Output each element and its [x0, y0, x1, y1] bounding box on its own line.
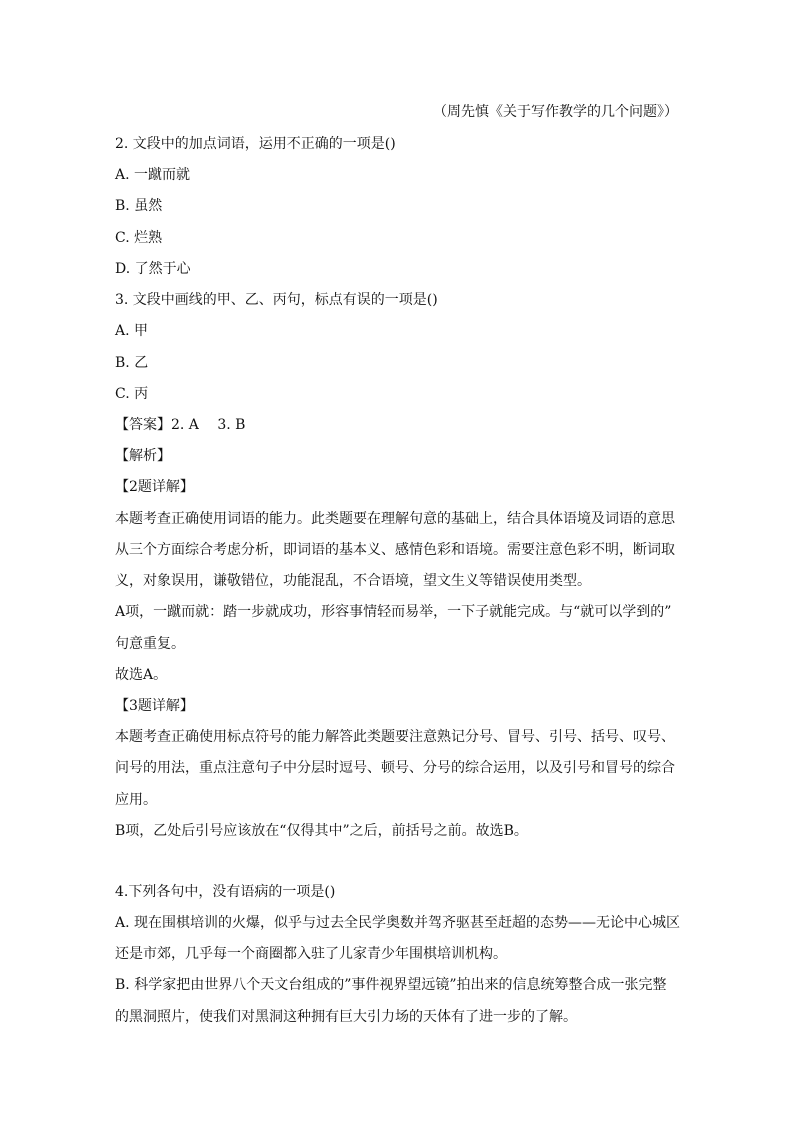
detail-2-heading: 【2题详解】 [115, 479, 194, 495]
question-4-stem: 4.下列各句中，没有语病的一项是() [115, 884, 336, 900]
question-3-option-b: B. 乙 [115, 355, 149, 371]
detail-3-line: 应用。 [115, 792, 157, 808]
detail-3-heading: 【3题详解】 [115, 698, 194, 714]
detail-3-line: B项，乙处后引号应该放在“仅得其中”之后，前括号之前。故选B。 [115, 823, 528, 839]
question-2-option-a: A. 一蹴而就 [115, 167, 191, 183]
question-4-line: A. 现在围棋培训的火爆，似乎与过去全民学奥数并驾齐驱甚至赶超的态势——无论中心城区 [115, 915, 681, 931]
detail-3-line: 问号的用法，重点注意句子中分层时逗号、顿号、分号的综合运用，以及引号和冒号的综合 [115, 760, 675, 776]
question-3-option-a: A. 甲 [115, 323, 149, 339]
question-2-option-c: C. 烂熟 [115, 230, 163, 246]
question-3-stem: 3. 文段中画线的甲、乙、丙句，标点有误的一项是() [115, 292, 438, 308]
question-4-line: B. 科学家把由世界八个天文台组成的”事件视界望远镜”拍出来的信息统筹整合成一张完整 [115, 977, 667, 993]
question-2-stem: 2. 文段中的加点词语，运用不正确的一项是() [115, 136, 396, 152]
detail-2-line: 故选A。 [115, 667, 168, 683]
question-4-line: 的黑洞照片，使我们对黑洞这种拥有巨大引力场的天体有了进一步的了解。 [115, 1009, 577, 1025]
question-3-option-c: C. 丙 [115, 386, 149, 402]
detail-2-line: A项，一蹴而就：踏一步就成功，形容事情轻而易举，一下子就能完成。与“就可以学到的” [115, 604, 672, 620]
detail-3-line: 本题考查正确使用标点符号的能力解答此类题要注意熟记分号、冒号、引号、括号、叹号、 [115, 729, 675, 745]
detail-2-line: 从三个方面综合考虑分析，即词语的基本义、感情色彩和语境。需要注意色彩不明，断词取 [115, 542, 675, 558]
analysis-heading: 【解析】 [115, 448, 171, 464]
source-citation: （周先慎《关于写作教学的几个问题》） [433, 104, 678, 120]
question-4-line: 还是市郊，几乎每一个商圈都入驻了儿家青少年围棋培训机构。 [115, 946, 507, 962]
detail-2-line: 句意重复。 [115, 636, 185, 652]
detail-2-line: 本题考查正确使用词语的能力。此类题要在理解句意的基础上，结合具体语境及词语的意思 [115, 511, 675, 527]
question-2-option-b: B. 虽然 [115, 198, 163, 214]
detail-2-line: 义，对象误用，谦敬错位，功能混乱，不合语境，望文生义等错误使用类型。 [115, 573, 591, 589]
question-2-option-d: D. 了然于心 [115, 261, 191, 277]
answer-line: 【答案】2. A 3. B [115, 417, 246, 433]
